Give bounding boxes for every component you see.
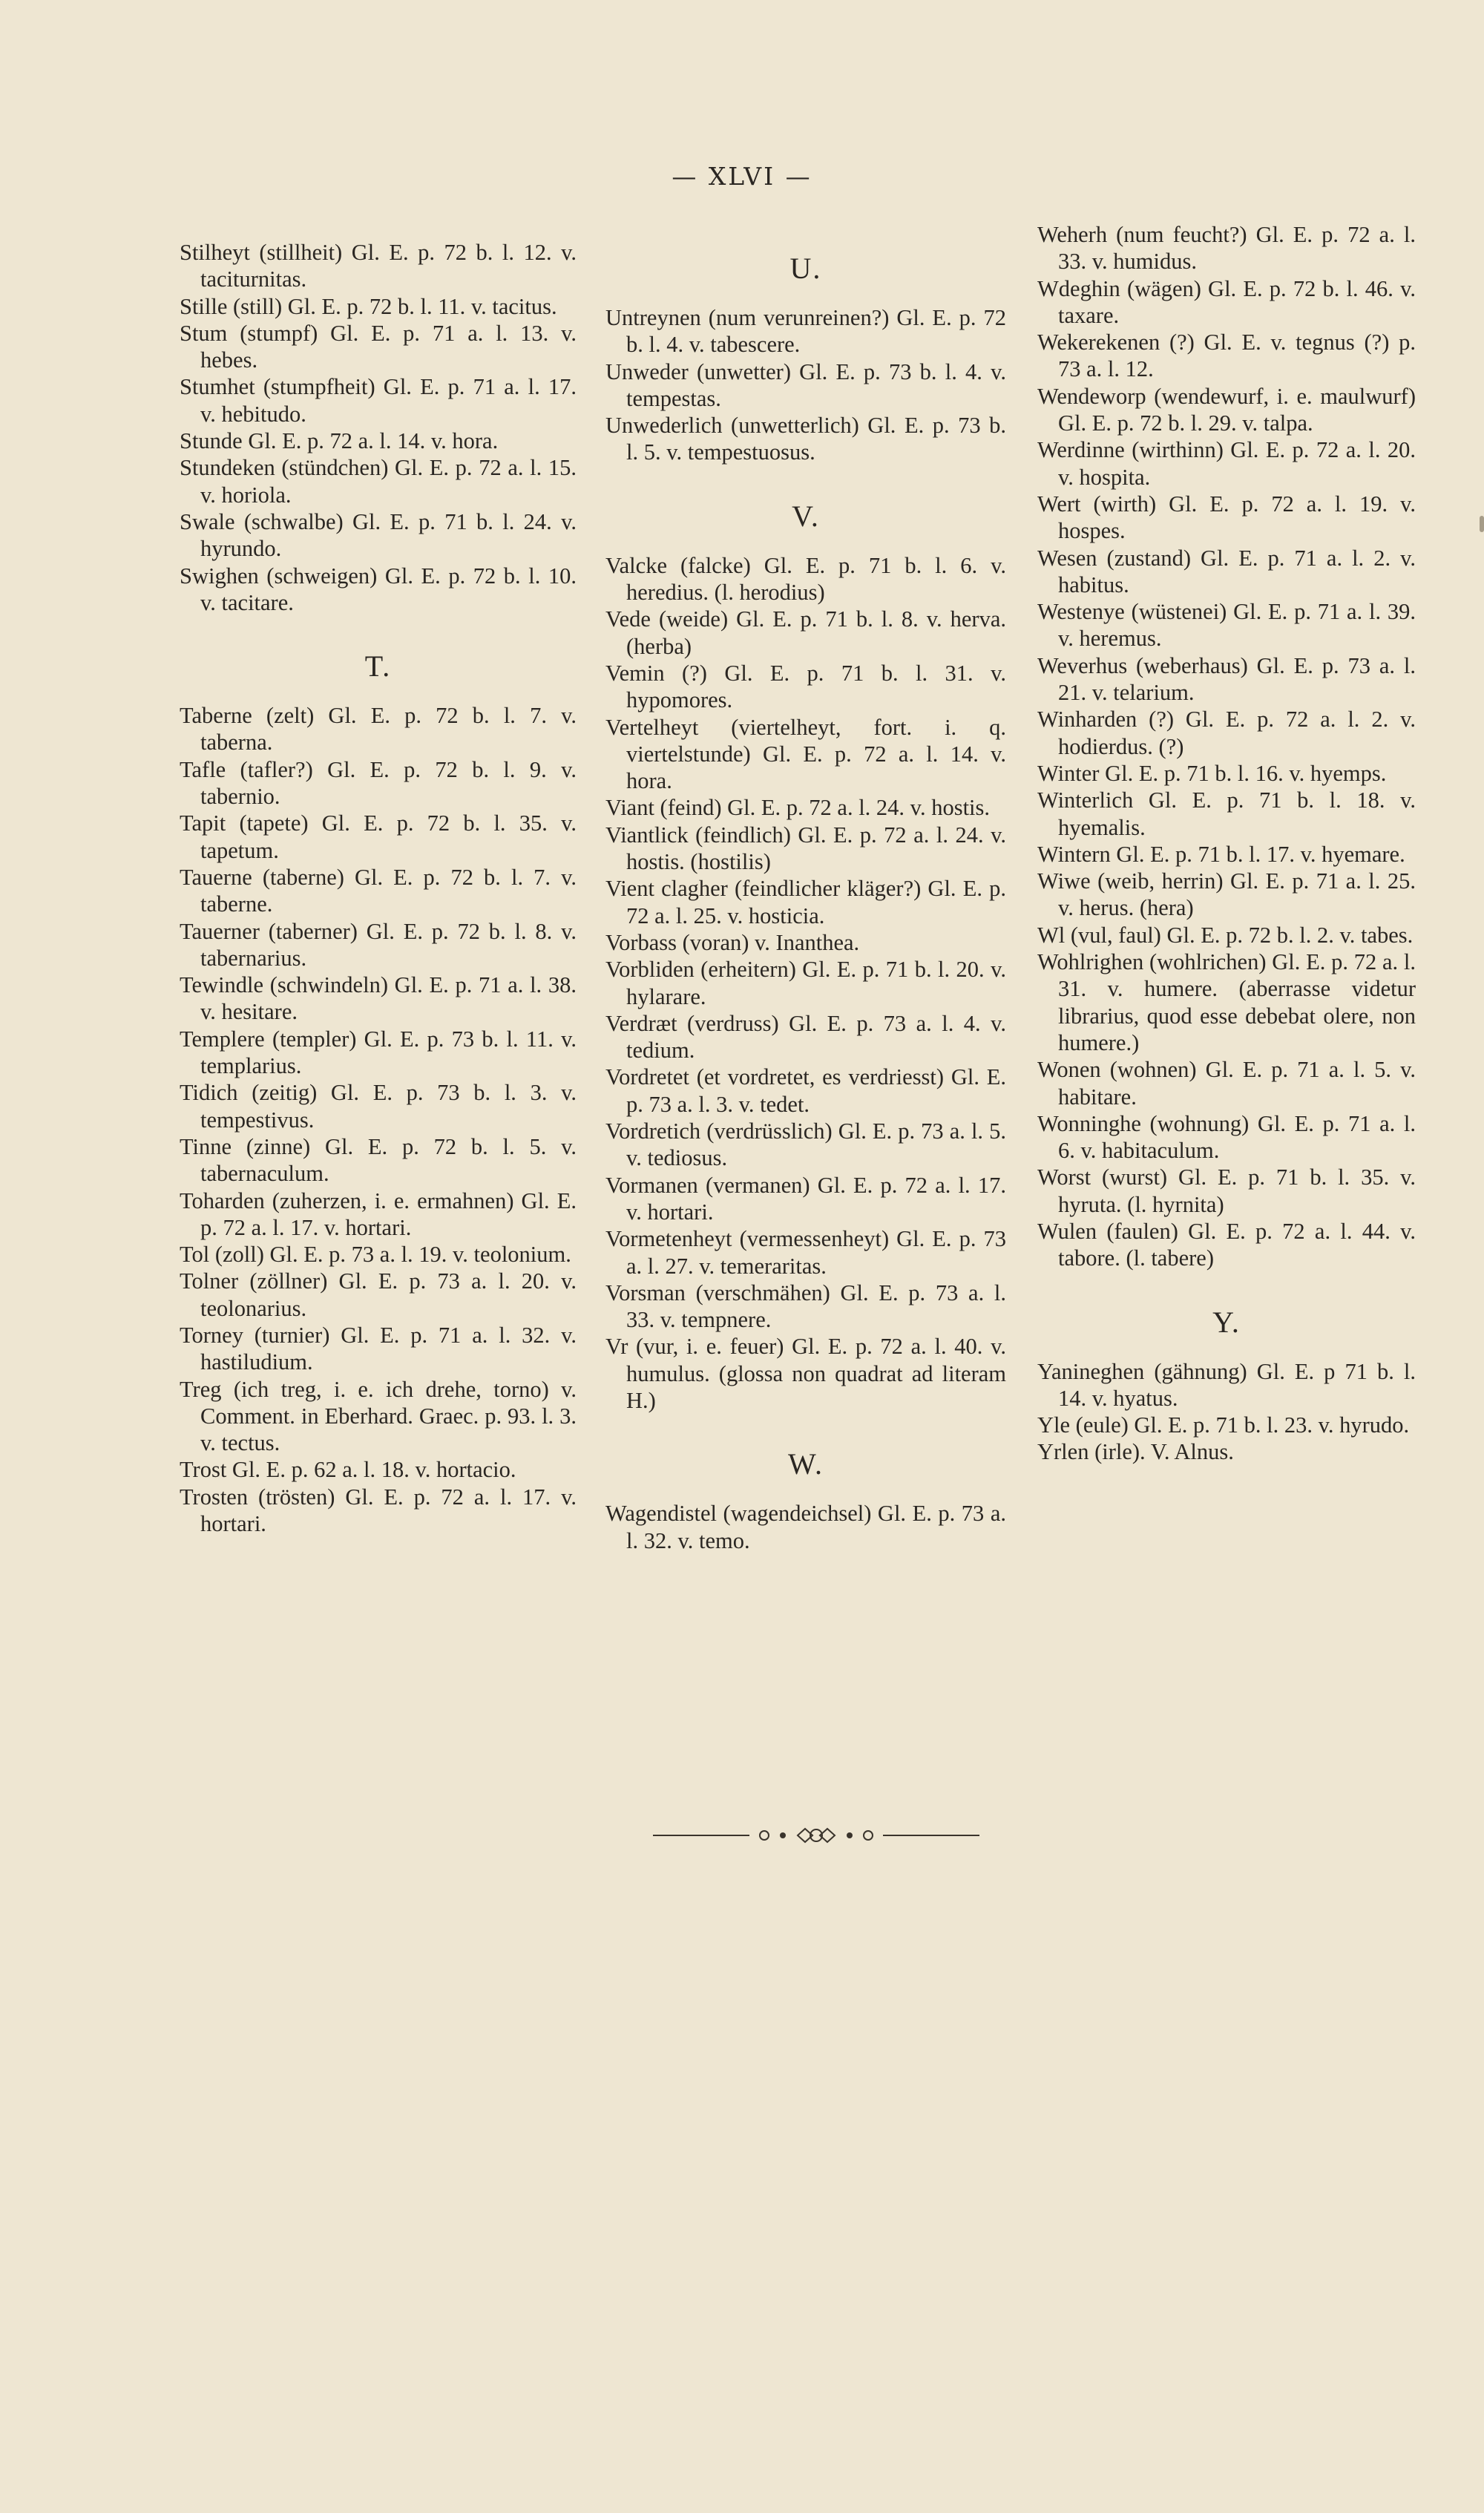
column-1 [180,239,577,1537]
glossary-entry: Werdinne (wirthinn) Gl. E. p. 72 a. l. 20. v. hospita. [1037,437,1416,490]
glossary-entry: Torney (turnier) Gl. E. p. 71 a. l. 32. v. hastiludium. [180,1322,577,1375]
glossary-entry: Vient clagher (feindlicher kläger?) Gl. E. p. 72 a. l. 25. v. hosticia. [605,876,1006,928]
glossary-entry: Tinne (zinne) Gl. E. p. 72 b. l. 5. v. tabernaculum. [180,1133,577,1187]
glossary-entry: Vr (vur, i. e. feuer) Gl. E. p. 72 a. l. 40. v. humulus. (glossa non quadrat ad literam H.) [605,1334,1006,1413]
closing-ornament [653,1824,979,1847]
glossary-entry: Stumhet (stumpfheit) Gl. E. p. 71 a. l. 17. v. hebitudo. [180,374,577,427]
glossary-entry: Stilheyt (stillheit) Gl. E. p. 72 b. l. 12. v. taciturnitas. [180,240,577,292]
glossary-entry: Vormanen (vermanen) Gl. E. p. 72 a. l. 17. v. hortari. [605,1172,1006,1225]
glossary-entry: Vede (weide) Gl. E. p. 71 b. l. 8. v. herva. (herba) [605,606,1006,659]
glossary-entry: Winharden (?) Gl. E. p. 72 a. l. 2. v. hodierdus. (?) [1037,707,1416,759]
glossary-entry: Treg (ich treg, i. e. ich drehe, torno) v. Comment. in Eberhard. Graec. p. 93. l. 3. v. tectus. [180,1376,577,1456]
glossary-entry: Viantlick (feindlich) Gl. E. p. 72 a. l. 24. v. hostis. (hostilis) [605,822,1006,875]
glossary-entry: Stum (stumpf) Gl. E. p. 71 a. l. 13. v. hebes. [180,320,577,373]
glossary-entry: Stunde Gl. E. p. 72 a. l. 14. v. hora. [180,428,499,454]
glossary-entry: Winterlich Gl. E. p. 71 b. l. 18. v. hyemalis. [1037,787,1416,840]
glossary-entry: Trosten (trösten) Gl. E. p. 72 a. l. 17. v. hortari. [180,1484,577,1537]
glossary-entry: Toharden (zuherzen, i. e. ermahnen) Gl. E. p. 72 a. l. 17. v. hortari. [180,1187,577,1240]
glossary-entry: Worst (wurst) Gl. E. p. 71 b. l. 35. v. hyruta. (l. hyrnita) [1037,1164,1416,1217]
glossary-entry: Wert (wirth) Gl. E. p. 72 a. l. 19. v. hospes. [1037,491,1416,544]
glossary-entry: Vorbliden (erheitern) Gl. E. p. 71 b. l. 20. v. hylarare. [605,957,1006,1009]
glossary-entry: Vordretich (verdrüsslich) Gl. E. p. 73 a. l. 5. v. tediosus. [605,1118,1006,1171]
column-3 [1037,221,1416,1466]
glossary-entry: Wulen (faulen) Gl. E. p. 72 a. l. 44. v. tabore. (l. tabere) [1037,1218,1416,1271]
glossary-entry: Wagendistel (wagendeichsel) Gl. E. p. 73 a. l. 32. v. temo. [605,1501,1006,1553]
glossary-entry: Wekerekenen (?) Gl. E. v. tegnus (?) p. 73 a. l. 12. [1037,330,1416,382]
glossary-entry: Wesen (zustand) Gl. E. p. 71 a. l. 2. v. habitus. [1037,545,1416,597]
column-2 [605,223,1006,1554]
section-heading: U. [789,252,822,285]
glossary-entry: Wendeworp (wendewurf, i. e. maulwurf) Gl. E. p. 72 b. l. 29. v. talpa. [1037,383,1416,436]
glossary-entry: Yrlen (irle). V. Alnus. [1037,1439,1234,1465]
glossary-entry: Wonen (wohnen) Gl. E. p. 71 a. l. 5. v. habitare. [1037,1057,1416,1110]
section-heading: V. [792,499,820,533]
glossary-entry: Trost Gl. E. p. 62 a. l. 18. v. hortacio. [180,1457,516,1483]
glossary-entry: Tafle (tafler?) Gl. E. p. 72 b. l. 9. v. tabernio. [180,756,577,810]
glossary-entry: Taberne (zelt) Gl. E. p. 72 b. l. 7. v. taberna. [180,703,577,756]
glossary-entry: Stille (still) Gl. E. p. 72 b. l. 11. v. tacitus. [180,293,557,319]
glossary-entry: Weverhus (weberhaus) Gl. E. p. 73 a. l. 21. v. telarium. [1037,652,1416,706]
section-heading: T. [364,649,392,684]
glossary-entry: Winter Gl. E. p. 71 b. l. 16. v. hyemps. [1037,760,1387,786]
glossary-entry: Vordretet (et vordretet, es verdriesst) Gl. E. p. 73 a. l. 3. v. tedet. [605,1064,1006,1117]
glossary-entry: Swighen (schweigen) Gl. E. p. 72 b. l. 10. v. tacitare. [180,563,577,615]
glossary-entry: Tewindle (schwindeln) Gl. E. p. 71 a. l. 38. v. hesitare. [180,972,577,1025]
glossary-entry: Unwederlich (unwetterlich) Gl. E. p. 73 b. l. 5. v. tempestuosus. [605,413,1006,465]
page-edge-mark [1480,516,1484,532]
glossary-entry: Valcke (falcke) Gl. E. p. 71 b. l. 6. v. heredius. (l. herodius) [605,552,1006,606]
glossary-entry: Wohlrighen (wohlrichen) Gl. E. p. 72 a. l. 31. v. humere. (aberrasse videtur librarius, quod esse debebat olere, non humere.) [1037,949,1416,1055]
glossary-entry: Yle (eule) Gl. E. p. 71 b. l. 23. v. hyrudo. [1037,1412,1410,1438]
glossary-entry: Tol (zoll) Gl. E. p. 73 a. l. 19. v. teolonium. [180,1242,571,1268]
glossary-entry: Tolner (zöllner) Gl. E. p. 73 a. l. 20. v. teolonarius. [180,1268,577,1321]
glossary-entry: Vormetenheyt (vermessenheyt) Gl. E. p. 73 a. l. 27. v. temeraritas. [605,1226,1006,1279]
glossary-entry: Vorbass (voran) v. Inanthea. [605,929,860,955]
glossary-entry: Tauerne (taberne) Gl. E. p. 72 b. l. 7. v. taberne. [180,864,577,917]
glossary-entry: Vorsman (verschmähen) Gl. E. p. 73 a. l. 33. v. tempnere. [605,1280,1006,1333]
glossary-entry: Westenye (wüstenei) Gl. E. p. 71 a. l. 39. v. heremus. [1037,599,1416,652]
glossary-entry: Templere (templer) Gl. E. p. 73 b. l. 11. v. templarius. [180,1026,577,1079]
glossary-entry: Wl (vul, faul) Gl. E. p. 72 b. l. 2. v. tabes. [1037,922,1414,948]
glossary-entry: Wintern Gl. E. p. 71 b. l. 17. v. hyemare. [1037,841,1405,867]
glossary-entry: Weherh (num feucht?) Gl. E. p. 72 a. l. 33. v. humidus. [1037,222,1416,275]
glossary-entry: Verdræt (verdruss) Gl. E. p. 73 a. l. 4. v. tedium. [605,1010,1006,1064]
glossary-entry: Vemin (?) Gl. E. p. 71 b. l. 31. v. hypomores. [605,660,1006,713]
page-header: — XLVI — [672,162,812,191]
glossary-entry: Untreynen (num verunreinen?) Gl. E. p. 72 b. l. 4. v. tabescere. [605,305,1006,358]
glossary-entry: Stundeken (stündchen) Gl. E. p. 72 a. l. 15. v. horiola. [180,455,577,508]
glossary-entry: Tapit (tapete) Gl. E. p. 72 b. l. 35. v. tapetum. [180,810,577,863]
section-heading: W. [787,1447,824,1481]
glossary-entry: Wdeghin (wägen) Gl. E. p. 72 b. l. 46. v. taxare. [1037,275,1416,328]
glossary-entry: Unweder (unwetter) Gl. E. p. 73 b. l. 4. v. tempestas. [605,358,1006,411]
glossary-entry: Yanineghen (gähnung) Gl. E. p 71 b. l. 14. v. hyatus. [1037,1358,1416,1411]
glossary-entry: Swale (schwalbe) Gl. E. p. 71 b. l. 24. v. hyrundo. [180,508,577,562]
glossary-entry: Tidich (zeitig) Gl. E. p. 73 b. l. 3. v. tempestivus. [180,1080,577,1133]
section-heading: Y. [1212,1305,1241,1339]
glossary-entry: Wonninghe (wohnung) Gl. E. p. 71 a. l. 6. v. habitaculum. [1037,1110,1416,1164]
glossary-entry: Tauerner (taberner) Gl. E. p. 72 b. l. 8. v. tabernarius. [180,918,577,971]
glossary-entry: Wiwe (weib, herrin) Gl. E. p. 71 a. l. 25. v. herus. (hera) [1037,868,1416,921]
glossary-entry: Viant (feind) Gl. E. p. 72 a. l. 24. v. hostis. [605,795,991,821]
glossary-entry: Vertelheyt (viertelheyt, fort. i. q. viertelstunde) Gl. E. p. 72 a. l. 14. v. hora. [605,714,1006,794]
